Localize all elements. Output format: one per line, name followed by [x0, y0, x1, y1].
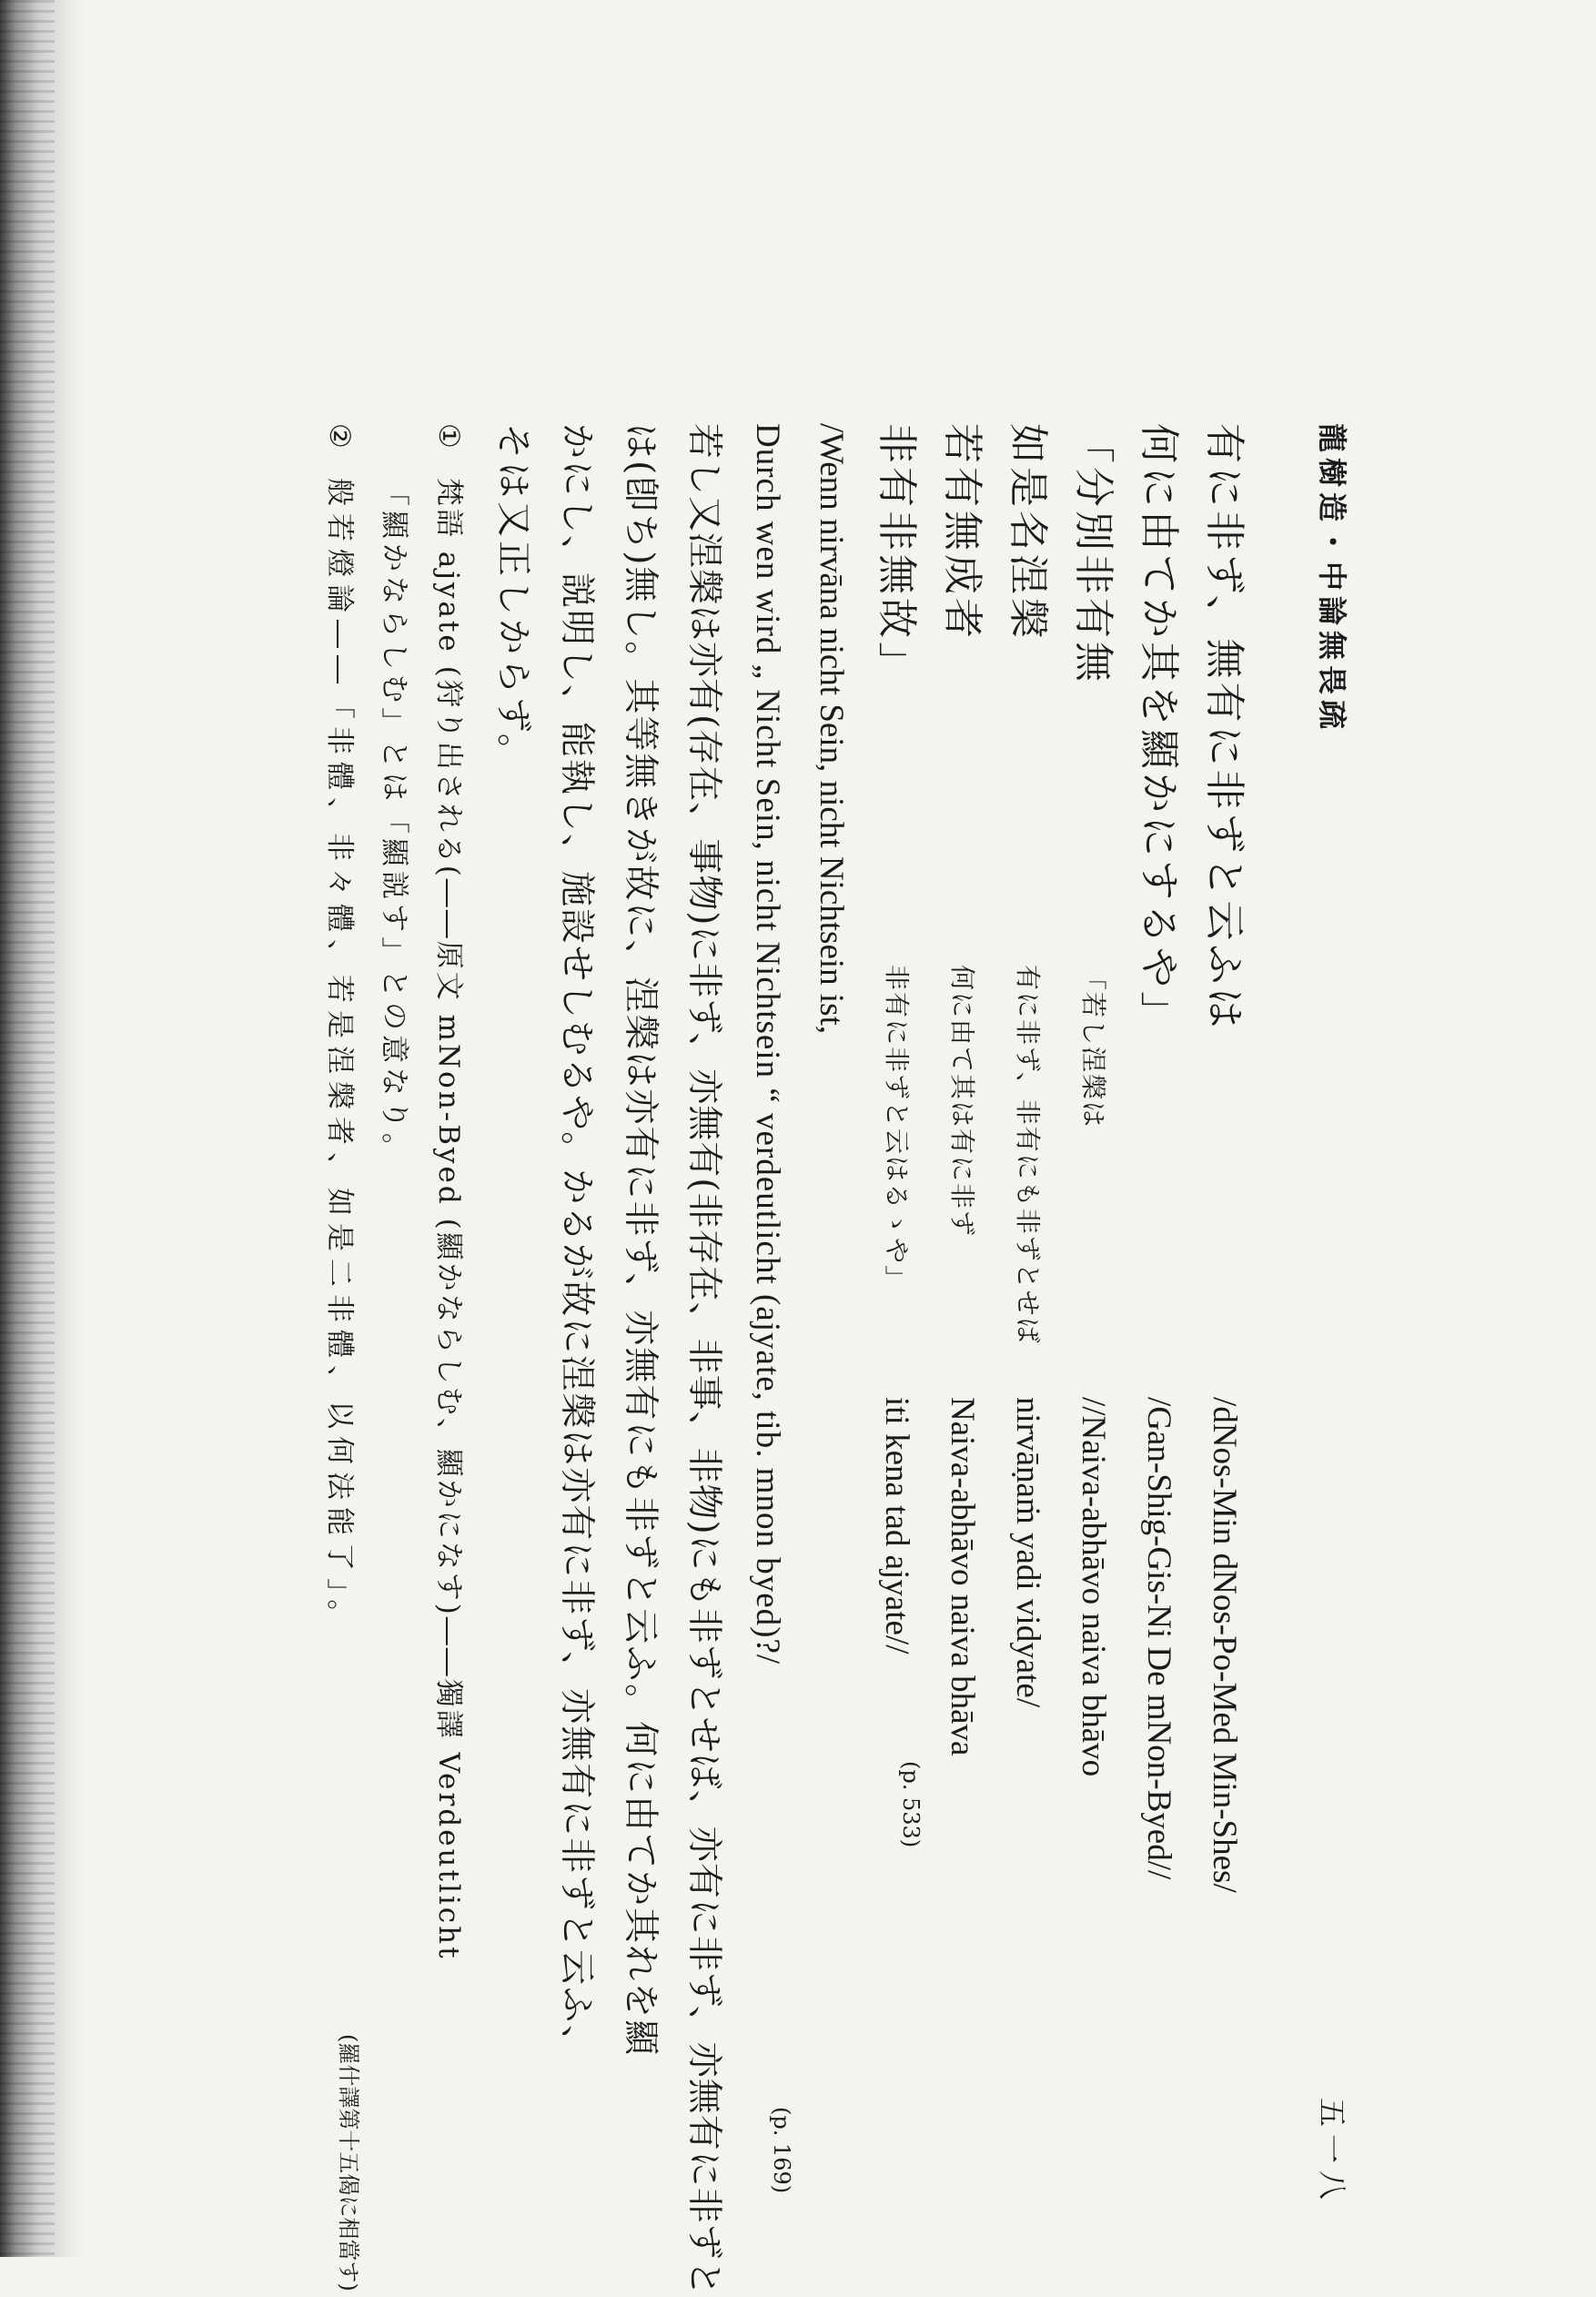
verse-line-4	[1000, 414, 1055, 2252]
verse-jp: 何に由てか其を顯かにするや」	[1136, 423, 1182, 1035]
german-line-2	[740, 414, 794, 2252]
footnote-1	[421, 414, 476, 2252]
german-line-1	[803, 414, 858, 2252]
footnote-text: 梵語 ajyate (狩り出される(――原文 mNon-Byed (顯かならしむ、顯かになす)――獨譯 Verdeutlicht	[432, 478, 465, 1961]
footnote-2	[312, 414, 367, 2292]
body-line-4	[485, 414, 540, 2252]
page-reference: (p. 533)	[898, 1761, 924, 1848]
verse-gloss: 有に非ず、非有にも非ずとせば	[1013, 965, 1043, 1345]
footnote-mark: ①	[432, 423, 465, 453]
verse-line-6	[869, 414, 924, 2252]
verse-skt: nirvāṇaṁ yadi vidyate/	[1009, 1397, 1046, 1708]
body-line-2	[612, 414, 667, 2252]
body-line-1	[676, 414, 731, 2297]
page-number: 五一八	[1315, 2098, 1349, 2208]
verse-tib: /Gan-Shig-Gis-Ni De mNon-Byed//	[1140, 1397, 1177, 1880]
verse-jp: 若有無成者	[939, 423, 985, 642]
verse-jp: 有に非ず、無有に非ずと云ふは	[1201, 423, 1248, 1032]
footnote-text: 般若燈論――「非體、非々體、若是涅槃者、如是二非體、以何法能了」。	[323, 478, 356, 1635]
body-text: かにし、説明し、能執し、施設せしむるや。かるが故に涅槃は亦有に非ず、亦無有に非ずと云ふ、	[556, 423, 597, 2062]
verse-gloss: 何に由て其は有に非ず	[947, 965, 977, 1239]
verse-jp: 非有非無故」	[874, 423, 920, 685]
verse-line-3	[1066, 414, 1120, 2252]
verse-skt: //Naiva-abhāvo naiva bhāvo	[1075, 1397, 1112, 1777]
body-text: 若し又涅槃は亦有(存在、事物)に非ず、亦無有(非存在、非事、非物)にも非ずとせば、亦有に非ず、亦無有に非ずと	[683, 423, 724, 2297]
german-text: /Wenn nirvāna nicht Sein, nicht Nichtsein ist,	[813, 423, 850, 1035]
footnote-note: (羅什譯第十五偈に相當す)	[336, 2034, 361, 2292]
body-line-3	[549, 414, 603, 2252]
german-text: Durch wen wird „ Nicht Sein, nicht Nichtsein “ verdeutlicht (ajyate, tib. mnon byed)?/	[749, 423, 786, 1665]
body-text: は(卽ち)無し。其等無きが故に、涅槃は亦有に非ず、亦無有にも非ずと云ふ。何に由てか其れを顯	[620, 423, 661, 2058]
verse-tib: /dNos-Min dNos-Po-Med Min-Shes/	[1206, 1397, 1243, 1893]
verse-skt: iti kena tad ajyate//	[878, 1397, 915, 1654]
body-text: そは又正しからず。	[492, 423, 533, 773]
verse-line-2	[1131, 414, 1186, 2252]
footnote-mark: ②	[323, 423, 356, 453]
footnote-1-continued	[367, 414, 421, 2252]
verse-gloss: 非有に非ずと云はるゝや」	[882, 965, 912, 1293]
rotated-text-block	[323, 414, 1349, 2297]
running-header-title: 龍樹造・中論無畏疏	[1315, 423, 1349, 735]
verse-line-5	[934, 414, 989, 2252]
verse-line-1	[1197, 414, 1251, 2252]
verse-jp: 如是名涅槃	[1005, 423, 1051, 642]
page-reference: (p. 169)	[769, 2107, 794, 2194]
verse-gloss: 「若し涅槃は	[1078, 965, 1108, 1129]
verse-skt: Naiva-abhāvo naiva bhāva	[944, 1397, 981, 1756]
footnote-text: 「顯かならしむ」とは「顯説す」との意なり。	[378, 478, 410, 1166]
verse-jp: 「分別非有無	[1070, 423, 1116, 685]
